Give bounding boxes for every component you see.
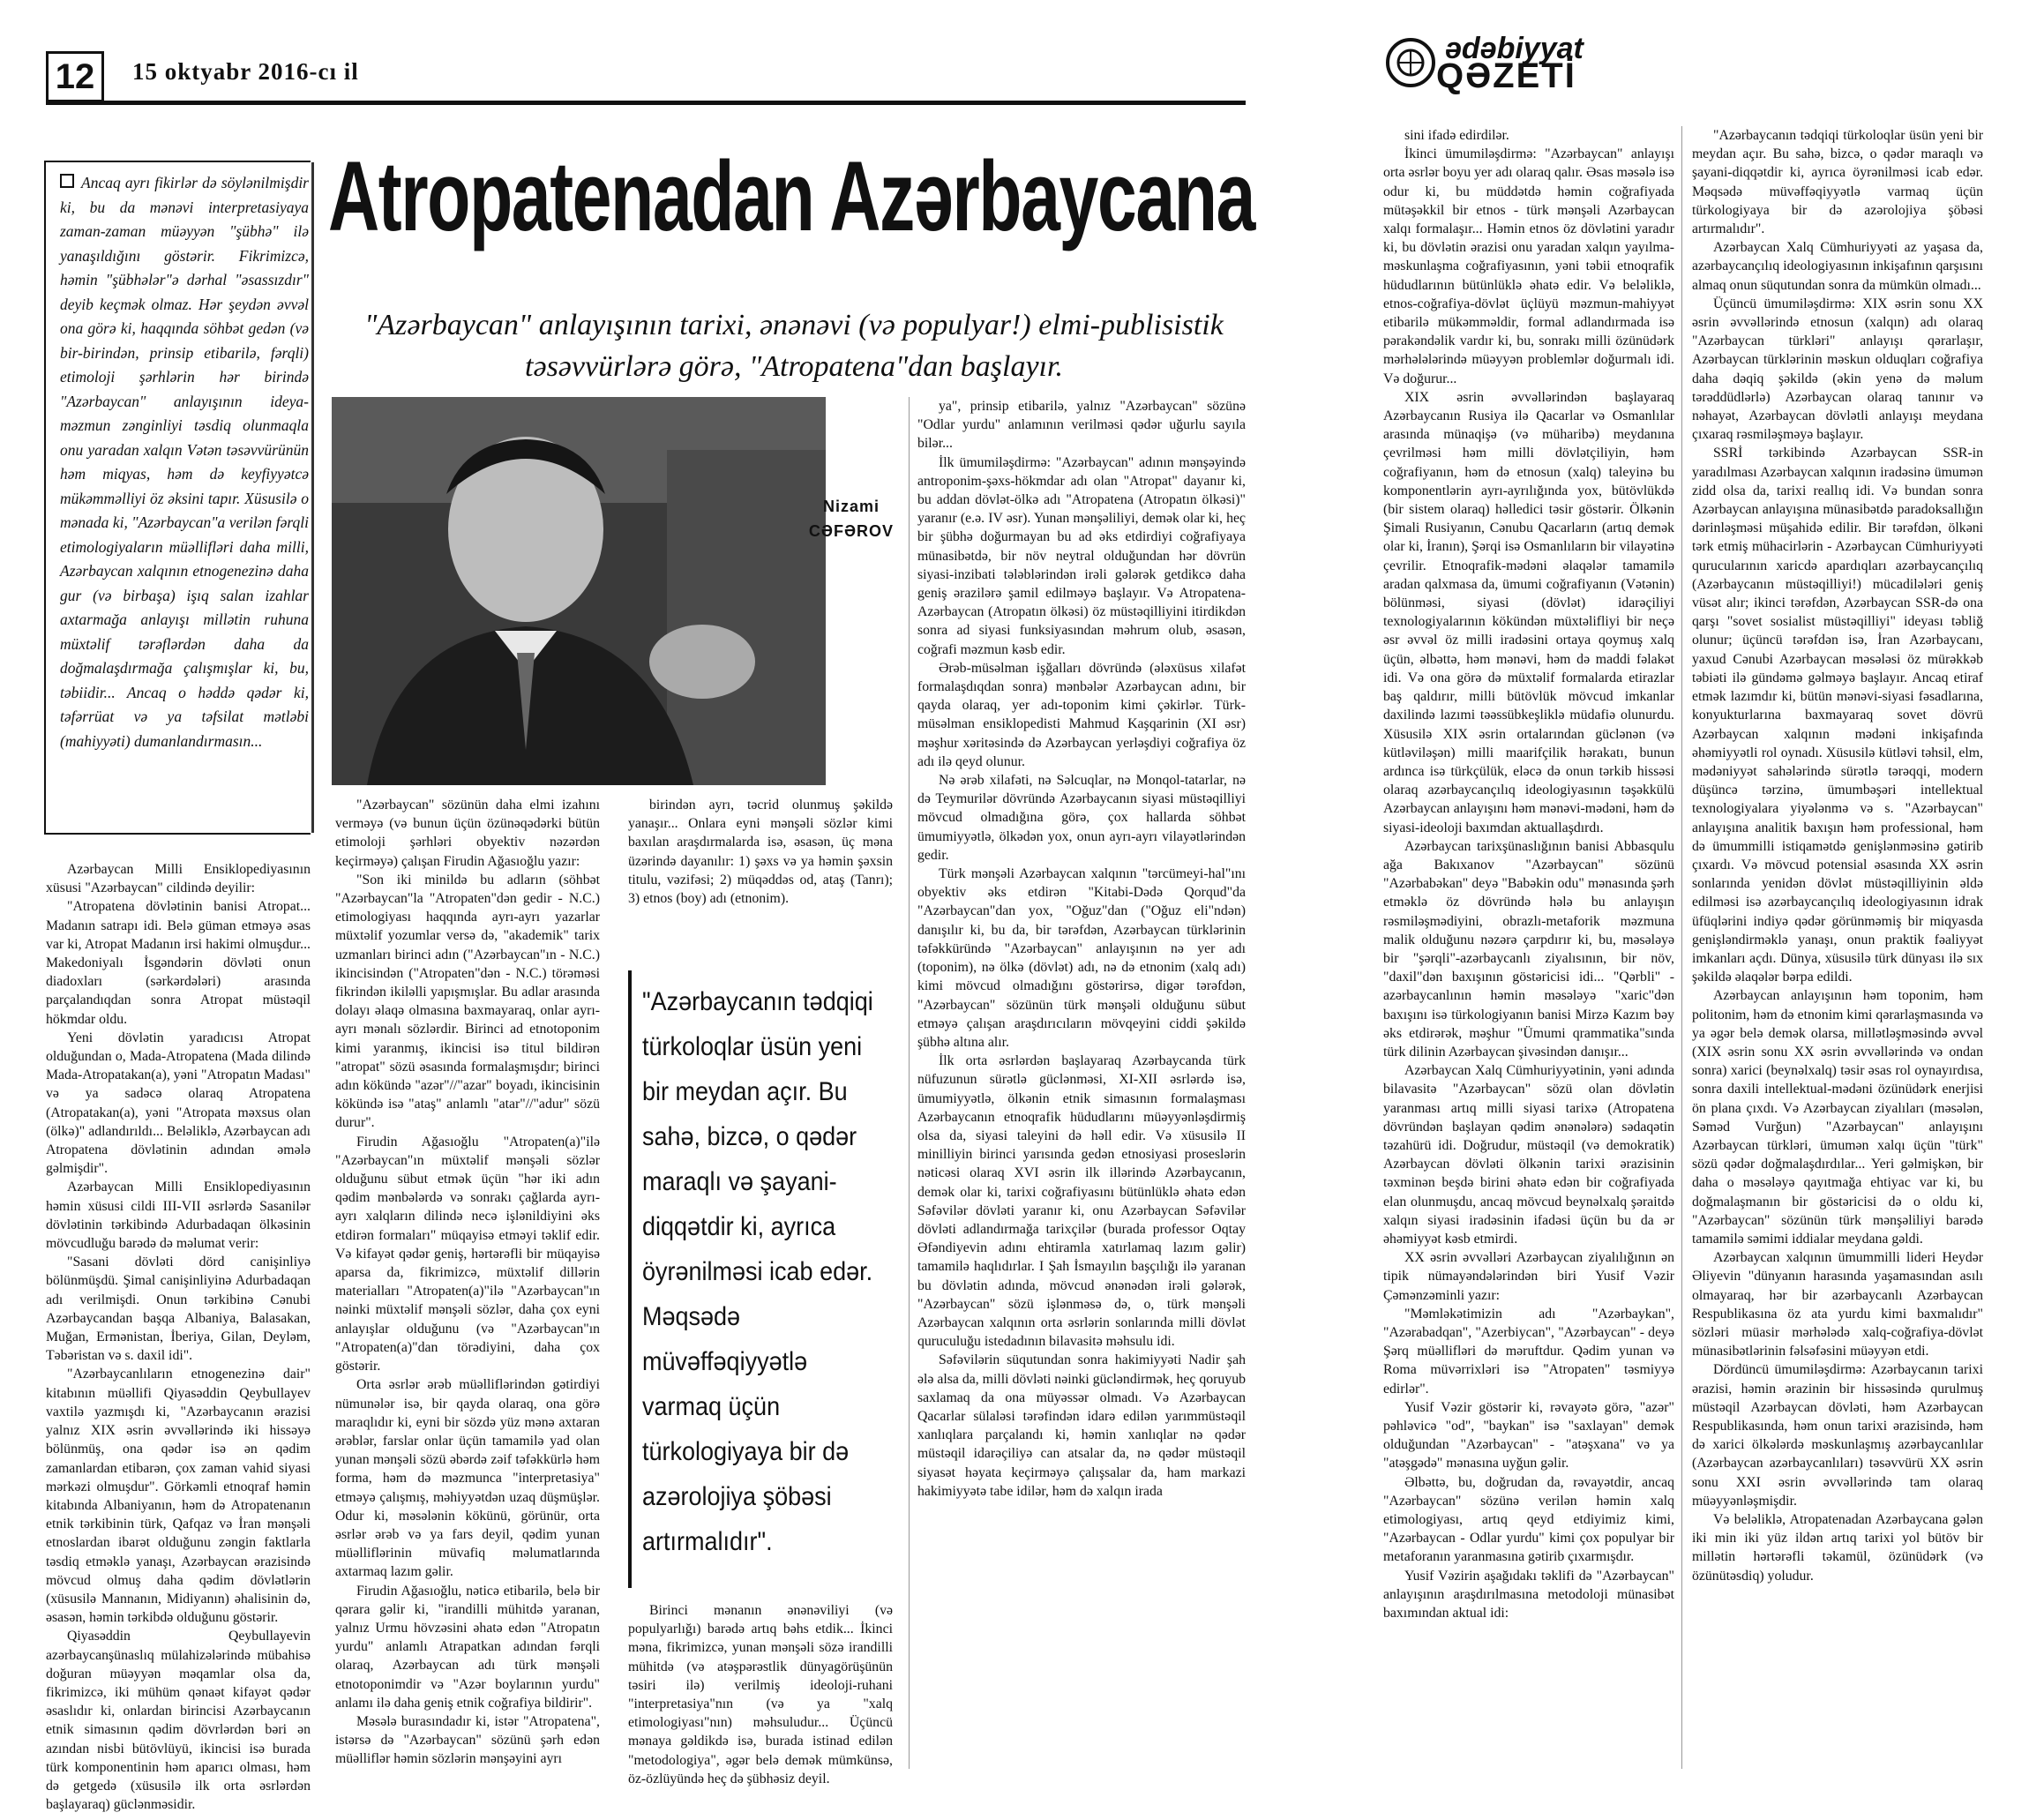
paragraph: Üçüncü ümumiləşdirmə: XIX əsrin sonu XX əsrin əvvəllərində etnosun (xalqın) adı olaraq "Azərbaycan türkləri" anlayışı qərarlaşır, Azərbaycan türklərinin məskun olduqları coğrafiya daha dəqiq şəkildə (əkin yenə də məlum tərəddüdlərlə) Azərbaycan olaraq tanınır və nəhayət, Azərbaycan dövlətli anlayışı meydana çıxaraq rəsmiləşməyə başlayır. [1692,296,1983,443]
paragraph: Və beləliklə, Atropatenadan Azərbaycana gələn iki min iki yüz ildən artıq tarixi yol bütöv bir millətin hərtərəfli təkamül, özünüdərk (və özünütəsdiq) yoludur. [1692,1512,1983,1584]
header-rule [46,101,1246,105]
paragraph: sini ifadə edirdilər. [1404,128,1509,143]
paragraph: Birinci mənanın ənənəviliyi (və populyarlığı) barədə artıq bəhs etdik... İkinci məna, fikrimizcə, yunan mənşəli sözə irandilli mühitdə (və atəşpərəstlik dünyagörüşünün təsiri ilə) verilmiş ideoloji-ruhani "interpretasiya"nın (və ya "xalq etimologiyası"nın) məhsuludur... Üçüncü mənaya gəldikdə isə, burada istinad edilən "metodologiya", əgər belə demək mümkünsə, öz-özlüyündə heç də şübhəsiz deyil. [628,1603,893,1786]
page-number: 12 [46,51,104,102]
paragraph: Azərbaycan Xalq Cümhuriyyətinin, yəni adında bilavasitə "Azərbaycan" sözü olan dövlətin yaranması artıq milli siyasi tarixə (Atropatena dövründən başlayan qədim ənənələrə) sədaqətin təzahürü idi. Doğrudur, müstəqil (və demokratik) Azərbaycan dövləti ölkənin tarixi ərazisinin təxminən beşdə birini əhatə edən bir coğrafiyada elan olunmuşdu, ancaq mövcud beynəlxalq şəraitdə xalqın siyasi iradəsinin ifadəsi üçün bu da ər əhəmiyyət kəsb etmirdi. [1383,1063,1674,1247]
paragraph: Azərbaycan xalqının ümummilli lideri Heydər Əliyevin "dünyanın harasında yaşamasından asılı olmayaraq, hər bir azərbaycanlı Azərbaycan Respublikasına öz ata yurdu kimi baxmalıdır" sözləri müasir mərhələdə xalq-coğrafiya-dövlət münasibətlərinin fəlsəfəsini müəyyən etdi. [1692,1250,1983,1359]
paragraph: Səfəvilərin süqutundan sonra hakimiyyəti Nadir şah ələ alsa da, milli dövləti nəinki gücləndirmək, heç qoruyub saxlamaq da ona müyəssər olmadı. Və Azərbaycan Qacarlar sülaləsi tərəfindən idarə edilən yarımmüstəqil xanlıqlara parçalandı ki, həmin xanlıqlar nə qədər müstəqil idarəçiliyə can atsalar da, nə qədər müstəqil siyasət həyata keçirməyə çalışsalar da, ham markazi hakimiyyətə tabe idilər, həm də xalqın irada [917,1352,1246,1499]
intro-box [44,161,311,835]
paragraph: Azərbaycan tarixşünaslığının banisi Abbasqulu ağa Bakıxanov "Azərbaycan" sözünü "Azərbabəkan" deyə "Babəkin odu" mənasında şərh etməklə öz dövründə hələ bu anlayışın rəsmiləşmədiyini, obrazlı-metaforik məzmuna malik olduğunu nəzərə çarpdırır ki, bu, məsələyə bir "şərqli"-azərbaycanlı ziyalısının, bir növ, "daxil"dən baxışının göstəricisi idi... "Qərbli" - azərbaycanlının həmin məsələyə "xaric"dən baxışını isə türkologiyanın banisi Mirzə Kazım bəy əks etdirərək, məşhur "Ümumi qrammatika"sında türk dilinin Azərbaycan şivəsindən danışır... [1383,838,1674,1060]
article-column-3-bottom [628,1601,893,1786]
paragraph: Türk mənşəli Azərbaycan xalqının "tərcümeyi-hal"ını obyektiv əks etdirən "Kitabi-Dədə Qorqud"da "Azərbaycan"dan yox, "Oğuz"dan ("Oğuz eli"ndən) danışılır ki, bu da, bir tərəfdən, Azərbaycan türklərinin təfəkküründə "Azərbaycan" anlayışının nə yer adı (toponim), nə ölkə (dövlət) adı, nə də etnonim (xalq adı) kimi mövcud olmadığını göstərirsə, digər tərəfdən, "Azərbaycan" sözünün türk mənşəli olduğunu sübut etməyə çalışan araşdırıcıların mövqeyini ciddi şəkildə şübhə altına alır. [917,866,1246,1050]
paragraph: Yusif Vəzirin aşağıdakı təklifi də "Azərbaycan" anlayışının araşdırılmasına metodoloji münasibət baxımından aktual idi: [1383,1568,1674,1622]
paragraph: Azərbaycan Milli Ensiklopediyasının həmin xüsusi cildi III-VII əsrlərdə Sasanilər dövlətinin tərkibində Adurbadaqan ölkəsinin mövcudluğu barədə də məlumat verir: [46,1180,311,1252]
paragraph: Firudin Ağasıoğlu "Atropaten(a)"ilə "Azərbaycan"ın müxtəlif mənşəli sözlər olduğunu sübut etmək üçün "hər iki adın qədim mənbələrdə və sonrakı çağlarda ayrı-ayrı xalqların dilində necə işlənildiyini əks etdirən formaları" müqayisə etməyi təklif edir. Və kifayət qədər geniş, hərtərəfli bir müqayisə aparsa da, fikrimizcə, müxtəlif dillərin materialları "Atropaten(a)"ilə "Azərbaycan"ın nəinki müxtəlif mənşəli sözlər, daha çox eyni anlayışlar olduğunu (və "Azərbaycan"ın "Atropaten(a)"dan törədiyini, daha çox göstərir. [335,1134,600,1374]
headline: Atropatenadan Azərbaycana [328,141,1254,251]
paragraph: "Azərbaycan" sözünün daha elmi izahını verməyə (və bunun üçün özünəqədərki bütün etimoloji şərhləri obyektiv nəzərdən keçirməyə) çalışan Firudin Ağasıoğlu yazır: [335,798,600,869]
article-column-1 [46,860,311,1813]
masthead-logo-icon [1383,35,1438,90]
paragraph: "Sasani dövləti dörd canişinliyə bölünmüşdü. Şimal canişinliyinə Adurbadaqan adı verilmişdi. Onun tərkibinə Cənubi Azərbaycandan başqa Albaniya, Balasakan, Muğan, Ermənistan, İberiya, Gilan, Deyləm, Təbəristan və s. daxil idi". [46,1255,311,1364]
article-column-3 [628,796,893,972]
article-column-5 [1383,126,1674,1769]
article-column-4 [917,397,1246,1769]
paragraph: SSRİ tərkibində Azərbaycan SSR-in yaradılması Azərbaycan xalqının iradəsinə ümumən zidd olsa da, tarixi reallıq idi. Və bundan sonra Azərbaycan anlayışına münasibətdə paradoksallığın dərinləşməsi müşahidə edilir. Bir tərəfdən, ölkəni tərk etmiş mühacirlərin - Azərbaycan Cümhuriyyəti qurucularının xaricdə apardıqları azərbaycançılıq (Azərbaycanın müstəqilliyi!) mücadilələri geniş vüsət alır; ikinci tərəfdən, Azərbaycan SSR-də ona qarşı "sovet sosialist müstəqilliyi" ideyası təbliğ olunur; üçüncü tərəfdən isə, İran Azərbaycanı, yaxud Cənubi Azərbaycan məsələsi öz mürəkkəb təbiəti ilə gündəmə gəlməyə başlayır. Ancaq etiraf etmək lazımdır ki, bütün mənəvi-siyasi fəsadlarına, konyukturlarına baxmayaraq sovet dövrü Azərbaycan xalqının mədəni inkişafında əhəmiyyətli rol oynadı. Xüsusilə kütləvi təhsil, elm, mədəniyyət sahələrində sürətlə tərəqqi, modern düşüncə tərzinə, ümumbəşəri intellektual texnologiyalara yiyələnmə və s. "Azərbaycan" anlayışına analitik baxışın həm professional, həm də ümummilli istiqamətdə genişlənməsinə gətirib çıxardı. Və mövcud potensial əsasında XX əsrin sonlarında yenidən dövlət müstəqilliyinin əldə edilməsi isə azərbaycançılıq ideologiyasının idrak üfüqlərini indiyə qədər görünməmiş bir miqyasda genişləndirməklə yanaşı, onun praktik fəaliyyət imkanları açdı. Dünya, xüsusilə türk dünyası ilə sıx şəkildə əlaqələr bərpa edildi. [1692,446,1983,985]
paragraph: "Son iki minildə bu adların (söhbət "Azərbaycan"la "Atropaten"dən gedir - N.C.) etimologiyası haqqında ayrı-ayrı yazarlar müxtəlif yozumlar versə də, "akademik" tarix uzmanları birinci adın ("Azərbaycan"ın - N.C.) ikincisindən ("Atropaten"dən - N.C.) törəməsi fikrindən ikiləlli yapışmışlar. Bu adlar arasında dolayı əlaqə olmasına baxmayaraq, onlar ayrı-ayrı mənalı sözlərdir. Birinci ad etnotoponim kimi yaranmış, ikincisi isə titul bildirən "atropat" sözü əsasında formalaşmışdır; birinci adın kökündə "azər"//"azar" boyadı, ikincisinin kökündə isə "ataş" anlamlı "atar"//"adur" sözü durur". [335,872,600,1131]
paragraph: İlk ümumiləşdirmə: "Azərbaycan" adının mənşəyində antroponim-şəxs-hökmdar adı olan "Atropat" dayanır ki, bu addan dövlət-ölkə adı "Atropatena (Atropatın ölkəsi)" yaranır (e.ə. IV əsr). Yunan mənşəliliyi, demək olar ki, heç bir şübhə doğurmayan bu ad əks etdirdiyi coğrafiyaya münasibətdə, bir növ neytral olduğundan hər dövrün siyasi-inzibati tələblərindən irəli gələrək getdikcə daha geniş ərazilərə şamil edilməyə başlayır. Və Atropatena-Azərbaycan (Atropatın ölkəsi) öz müstəqilliyini itirdikdən sonra ad siyasi funksiyasından məhrum olub, əsasən, coğrafi məzmun kəsb edir. [917,454,1246,657]
paragraph: Azərbaycan anlayışının həm toponim, həm politonim, həm də etnonim kimi qərarlaşmasında və ya əgər belə demək olarsa, millətləşməsində əvvəl (XIX əsrin sonu XX əsrin əvvəllərində və ondan sonra) xarici (beynəlxalq) təsir əsas rol oynayırdısa, sonra daxili intellektual-mədəni özünüdərk enerjisi ön plana çıxdı. Və Azərbaycan ziyalıları (məsələn, Səməd Vurğun) "Azərbaycan" anlayışını Azərbaycan türkləri, ümumən xalqı üçün "türk" sözü qədər doğmalaşdırdılar... Yeri gəlmişkən, bir daha o məsələyə qayıtmağa ehtiyac var ki, bu doğmalaşmanın bir göstəricisi də o oldu ki, "Azərbaycan" sözünün türk mənşəliliyi barədə tamamilə səmimi iddialar meydana gəldi. [1692,988,1983,1247]
paragraph: Firudin Ağasıoğlu, nəticə etibarilə, belə bir qərara gəlir ki, "irandilli mühitdə yaranan, yalnız Urmu hövzəsini əhatə edən "Atropatın yurdu" anlamlı Atrapatkan adından fərqli olaraq, Azərbaycan adı türk mənşəli etnotoponimdir və "Azər boylarının yurdu" anlamı ilə daha geniş etnik coğrafiya bildirir". [335,1583,600,1711]
subtitle: "Azərbaycan" anlayışının tarixi, ənənəvi (və populyar!) elmi-publisistik təsəvvürlərə görə, "Atropatena"dan başlayır. [364,309,1224,383]
masthead-line2: QƏZETİ [1436,56,1576,95]
column-rule [909,397,910,1769]
paragraph: Əlbəttə, bu, doğrudan da, rəvayətdir, ancaq "Azərbaycan" sözünə verilən həmin xalq etimologiyası, artıq qeyd etdiyimiz kimi, "Azərbaycan - Odlar yurdu" kimi çox populyar bir metaforanın yaranmasına gətirib çıxarmışdır. [1383,1474,1674,1565]
paragraph: XX əsrin əvvəlləri Azərbaycan ziyalılığının ən tipik nümayəndələrindən biri Yusif Vəzir Çəmənzəminli yazır: [1383,1250,1674,1303]
article-column-2 [335,796,600,1769]
paragraph: Dördüncü ümumiləşdirmə: Azərbaycanın tarixi ərazisi, həmin ərazinin bir hissəsində qurulmuş müstəqil Azərbaycan dövləti, həm Azərbaycan Respublikasında, həm onun tarixi ərazisində, həm də xarici ölkələrdə məskunlaşmış azərbaycanlılar (Azərbaycan azərbaycanlıları) təsəvvürü XX əsrin sonu XXI əsrin əvvəllərində tam olaraq müəyyənləşmişdir. [1692,1362,1983,1509]
author-first-name: Nizami [822,498,880,515]
paragraph: İkinci ümumiləşdirmə: "Azərbaycan" anlayışı orta əsrlər boyu yer adı olaraq qalır. Əsas məsələ isə odur ki, bu müddətdə həmin coğrafiyada mütəşəkkil bir etnos - türk mənşəli Azərbaycan xalqı formalaşır... Həmin etnos öz dövlətini yaradır ki, bu dövlətin ərazisi onu yaradan xalqın yayılma-məskunlaşma coğrafiyasının, yəni təbii etnoqrafik hüdudlarının bütünlüklə əhatə edir. Və beləliklə, etnos-coğrafiya-dövlət üçlüyü məzmun-mahiyyət etibarilə mükəmməldir, formal adlandırmada isə pərakəndəlik vardır ki, bu, sonrakı milli özünüdərk mərhələlərində müəyyən problemlər doğurmalı idi. Və doğurur... [1383,146,1674,386]
pull-quote-text: "Azərbaycanın tədqiqi türkoloqlar üsün yeni bir meydan açır. Bu sahə, bizcə, o qədər maraqlı və şayani-diqqətdir ki, ayrıca öyrənilməsi icab edər. Məqsədə müvəffəqiyyətlə varmaq üçün türkologiyaya bir də azərolojiya şöbəsi artırmalıdır". [642,987,873,1556]
paragraph: "Azərbaycanlıların etnogenezinə dair" kitabının müəllifi Qiyasəddin Qeybullayev vaxtilə yazmışdı ki, "Azərbaycanın ərazisi yalnız XIX əsrin əvvəllərində iki hissəyə bölünmüş, ona qədər isə ən qədim zamanlardan etibarən, çox zaman vahid siyasi mərkəzi olmuşdur". Görkəmli etnoqraf həmin kitabında Albaniyanın, həm də Atropatenanın etnik tərkibinin türk, Qafqaz və İran mənşəli etnoslardan ibarət olduğunu zəngin faktlarla təsdiq etməklə yanaşı, Azərbaycan ərazisində mövcud olmuş daha qədim dövlətlərin (xüsusilə Mannanın, Midiyanın) əhalisinin də, əsasən, həmin tərkibdə olduğunu göstərir. [46,1367,311,1626]
paragraph: "Məmləkətimizin adı "Azərbaykan", "Azərabadqan", "Azerbiycan", "Azərbaycan" - deyə Şərq müəllifləri də məruftdur. Qədim yunan və Roma müvərrixləri isə "Atropaten" təsmiyyə edirlər". [1383,1306,1674,1397]
author-photo [332,397,826,785]
paragraph: Məsələ burasındadır ki, istər "Atropatena", istərsə də "Azərbaycan" sözünü şərh edən müəlliflər həmin sözlərin mənşəyini ayrı [335,1713,600,1767]
masthead [1383,32,1613,102]
paragraph: Qiyasəddin Qeybullayevin azərbaycanşünaslıq mülahizələrində mübahisə doğuran müəyyən məqamlar olsa da, fikrimizcə, iki mühüm qənaət kifayət qədər əsaslıdır ki, onlardan birincisi Azərbaycanın etnik simasının qədim dövrlərdən bəri ən azından nisbi bütövlüyü, ikincisi isə burada türk komponentinin həm aparıcı olması, həm də getgedə (xüsusilə ilk orta əsrlərdən başlayaraq) güclənməsidir. [46,1629,311,1813]
intro-body: Ancaq ayrı fikirlər də söylənilmişdir ki, bu da mənəvi interpretasiyaya zaman-zaman müəyyən "şübhə" ilə yanaşıldığını göstərir. Fikrimizcə, həmin "şübhələr"ə dərhal "əsassızdır" deyib keçmək olmaz. Hər şeydən əvvəl ona görə ki, haqqında söhbət gedən (və bir-birindən, prinsip etibarilə, fərqli) etimoloji şərhlərin hər birində "Azərbaycan" anlayışının ideya-məzmun zənginliyi təsdiq olunmaqla onu yaradan xalqın Vətən təsəvvürünün həm miqyas, həm də keyfiyyətcə mükəmməlliyi öz əksini tapır. Xüsusilə o mənada ki, "Azərbaycan"a verilən fərqli etimologiyaların müəllifləri daha milli, Azərbaycan xalqının etnogenezinə daha gur (və birbaşa) işıq salan izahlar axtarmağa anlayışı millətin ruhuna müxtəlif tərəflərdən daha da doğmalaşdırmağa çalışmışlar ki, bu, təbiidir... Ancaq o həddə qədər ki, təfərrüat və ya təfsilat mətləbi (mahiyyəti) dumanlandırmasın... [60,174,309,750]
column-rule [1681,126,1682,1769]
bullet-square-icon [60,174,74,188]
paragraph: Nə ərəb xilafəti, nə Səlcuqlar, nə Monqol-tatarlar, nə də Teymurilər dövründə Azərbaycanın siyasi müstəqilliyi mövcud olmadığına görə, çox hallarda söhbət ümumiyyətlə, ölkədən yox, onun ayrı-ayrı vilayətlərindən gedir. [917,773,1246,863]
paragraph: birindən ayrı, təcrid olunmuş şəkildə yanaşır... Onlara eyni mənşəli sözlər kimi baxılan araşdırmalarda isə, əsasən, üç məna üzərində dayanılır: 1) şəxs və ya həmin şəxsin titulu, vəzifəsi; 2) müqəddəs od, ataş (Tanrı); 3) etnos (boy) adı (etnonim). [628,798,893,907]
author-last-name: CƏFƏROV [808,522,895,540]
paragraph: Yusif Vəzir göstərir ki, rəvayətə görə, "azər" pəhləvicə "od", "baykan" isə "saxlayan" demək olduğundan "Azərbaycan" - "atəşxana" və ya "atəşgədə" mənasına uyğun gəlir. [1383,1399,1674,1472]
paragraph: ya", prinsip etibarilə, yalnız "Azərbaycan" sözünə "Odlar yurdu" anlamının verilməsi qədər uğurlu sayıla bilər... [917,399,1246,452]
masthead-line1: ədəbiyyat [1445,32,1584,65]
paragraph: Azərbaycan Milli Ensiklopediyasının xüsusi "Azərbaycan" cildində deyilir: [46,862,311,896]
paragraph: Orta əsrlər ərəb müəlliflərindən gətirdiyi nümunələr isə, bir qayda olaraq, ona görə maraqlıdır ki, eyni bir sözdə yüz mənə axtaran ərəblər, farslar onlar üçün tamamilə yad olan yunan mənşəli sözü əbərdə zəif təfəkkürlə həm forma, həm də məzmunca "interpretasiya" etməyə çalışmış, məhiyyətdən uzaq düşmüşlər. Odur ki, məsələnin kökünü, görünür, orta əsrlər ərəb və ya fars deyil, qədim yunan müəlliflərinin müvafiq məlumatlarında axtarmaq lazım gəlir. [335,1377,600,1580]
paragraph: Yeni dövlətin yaradıcısı Atropat olduğundan o, Mada-Atropatena (Mada dilində Mada-Atropatakan(a), yəni "Atropatın Madası" və ya sadəcə olaraq Atropatena (Atropatakan(a), yəni "Atropata məxsus olan (ölkə)" adlandırıldı... Beləliklə, Azərbaycan adı Atropatena dövlətinin adından əmələ gəlmişdir". [46,1030,311,1177]
article-column-6 [1692,126,1983,1769]
paragraph: "Atropatena dövlətinin banisi Atropat... Madanın satrapı idi. Belə güman etməyə əsas var ki, Atropat Madanın irsi hakimi olmuşdur... Makedoniyalı İsgəndərin dövləti onun diadoxları (sərkərdələri) arasında parçalandıqdan sonra Atropat müstəqil hökmdar oldu. [46,899,311,1027]
author-byline [776,494,926,543]
pull-quote [628,970,896,1588]
issue-date: 15 oktyabr 2016-cı il [132,58,359,85]
intro-text [60,171,309,753]
paragraph: Ərəb-müsəlman işğalları dövründə (ələxüsus xilafət formalaşdıqdan sonra) mənbələr Azərbaycan adını, bir qayda olaraq, yer adı-toponim kimi çəkirlər. Türk-müsəlman ensiklopedisti Mahmud Kaşqarinin (XI əsr) məşhur xəritəsində də Azərbaycan yerləşdiyi coğrafiya öz adı ilə qeyd olunur. [917,660,1246,769]
paragraph: Azərbaycan Xalq Cümhuriyyəti az yaşasa da, azərbaycançılıq ideologiyasının inkişafının qarşısını almaq onun süqutundan sonra da mümkün olmadı... [1692,240,1983,293]
paragraph: XIX əsrin əvvəllərindən başlayaraq Azərbaycanın Rusiya ilə Qacarlar və Osmanlılar arasında münaqişə (və müharibə) meydanına çevrilməsi həm milli dövlətçiliyin, həm coğrafiyanın, həm də etnosun (xalq) taleyinə bu komponentlərin ayrı-ayrılığında yox, bütövlükdə (bir sistem olaraq) həlledici təsir göstərir. Ölkənin Şimali Rusiyanın, Cənubu Qacarların (artıq demək olar ki, İranın), Şərqi isə Osmanlıların bir vilayətinə çevrilir. Etnoqrafik-mədəni əlaqələr tamamilə aradan qalxmasa da, ümumi coğrafiyanın (Vətənin) bölünməsi, siyasi (dövlət) idarəçiliyi texnologiyalarının kökündən müxtəlifliyi bir neçə əsr əvvəl öz milli iradəsini ortaya qoymuş xalq üçün, əlbəttə, həm mənəvi, həm də maddi fəlakət idi. Və ona görə də müxtəlif formalarda etirazlar baş qaldırır, milli bütövlük mövcud imkanlar daxilində lazımi təəssübkeşliklə müdafiə olunurdu. Xüsusilə XIX əsrin ortalarından güclənən (və kütləviləşən) milli maarifçilik hərakatı, bunun ardınca isə türkçülük, eləcə də onun tərkib hissəsi olaraq azərbaycançılıq ideologiyasının təşəkkülü Azərbaycan anlayışını həm mənəvi-mədəni, həm də siyasi-ideoloji baxımdan aktuallaşdırdı. [1383,389,1674,835]
paragraph: "Azərbaycanın tədqiqi türkoloqlar üsün yeni bir meydan açır. Bu sahə, bizcə, o qədər maraqlı və şayani-diqqətdir ki, ayrıca öyrənilməsi icab edər. Məqsədə müvəffəqiyyətlə varmaq üçün türkologiyaya bir də azərolojiya şöbəsi artırmalıdır". [1692,128,1983,237]
paragraph: İlk orta əsrlərdən başlayaraq Azərbaycanda türk nüfuzunun sürətlə güclənməsi, XI-XII əsrlərdə isə, ümumiyyətlə, ölkənin etnik simasının formalaşması Azərbaycanın etnoqrafik hüdudlarını müəyyənləşdirmiş olsa da, siyasi taleyini də həll edir. Və xüsusilə II minilliyin birinci yarısında gedən etnosiyasi proseslərin nəticəsi olaraq XVI əsrin ilk illərində Azərbaycanın, demək olar ki, tarixi coğrafiyasını bütünlüklə əhatə edən Səfəvilər dövləti yaranır ki, onu Azərbaycan Səfəvilər dövləti adlandırmağa tarixçilər (burada professor Oqtay Əfəndiyevin adını ehtiramla xatırlamaq lazım gəlir) tamamilə haqlıdırlar. I Şah İsmayılın başçılığı ilə yaranan bu dövlətin adında, mövcud ənənədən irəli gələrək, "Azərbaycan" sözü işlənməsə də, o, türk mənşəli Azərbaycan xalqının orta əsrlərin sonlarında milli dövlət quruculuğu istedadının bilavasitə məhsulu idi. [917,1053,1246,1350]
